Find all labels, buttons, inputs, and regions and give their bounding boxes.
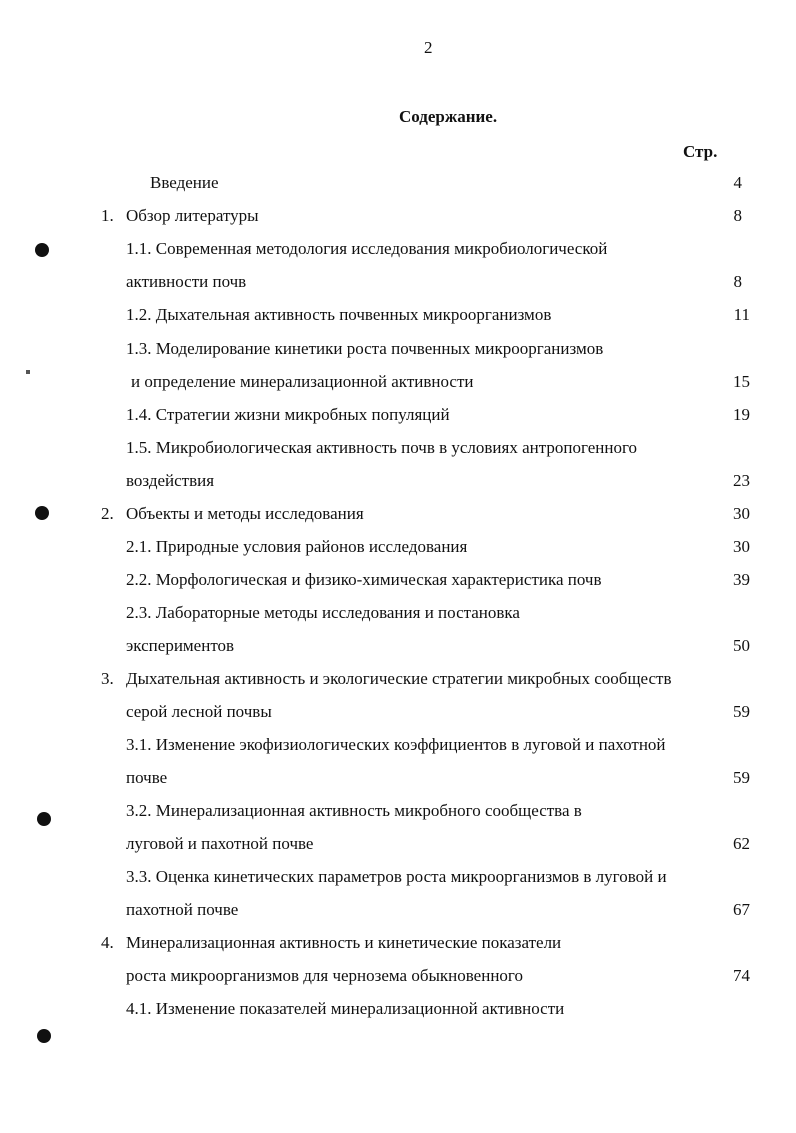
toc-chapter-4-cont: роста микроорганизмов для чернозема обыкновенного [126, 966, 523, 985]
toc-chapter-number: 4. [101, 933, 114, 952]
toc-chapter-3: Дыхательная активность и экологические стратегии микробных сообществ [126, 669, 672, 688]
toc-section-3-1: 3.1. Изменение экофизиологических коэффициентов в луговой и пахотной [126, 735, 666, 754]
toc-page-2-1: 30 [733, 537, 750, 556]
toc-page-2: 30 [733, 504, 750, 523]
toc-page-3-2: 62 [733, 834, 750, 853]
toc-page-2-3: 50 [733, 636, 750, 655]
toc-page-1-1: 8 [733, 272, 742, 291]
toc-section-1-3-cont: и определение минерализационной активности [131, 372, 474, 391]
toc-entry-intro: Введение [150, 173, 219, 192]
toc-section-3-3: 3.3. Оценка кинетических параметров роста микроорганизмов в луговой и [126, 867, 667, 886]
toc-section-2-2: 2.2. Морфологическая и физико-химическая характеристика почв [126, 570, 602, 589]
toc-section-1-1-cont: активности почв [126, 272, 247, 291]
toc-chapter-1: Обзор литературы [126, 206, 259, 225]
toc-chapter-number: 2. [101, 504, 114, 523]
toc-section-2-3: 2.3. Лабораторные методы исследования и постановка [126, 603, 520, 622]
punch-hole-2 [35, 506, 49, 520]
scan-speck [26, 370, 30, 374]
page-number: 2 [424, 38, 433, 57]
toc-page-intro: 4 [733, 173, 742, 192]
toc-page-1-5: 23 [733, 471, 750, 490]
toc-section-1-2: 1.2. Дыхательная активность почвенных микроорганизмов [126, 305, 552, 324]
punch-hole-4 [37, 1029, 51, 1043]
punch-hole-1 [35, 243, 49, 257]
toc-chapter-number: 1. [101, 206, 114, 225]
punch-hole-3 [37, 812, 51, 826]
toc-section-2-1: 2.1. Природные условия районов исследования [126, 537, 468, 556]
toc-section-3-2: 3.2. Минерализационная активность микробного сообщества в [126, 801, 582, 820]
toc-page-1: 8 [733, 206, 742, 225]
toc-page-1-4: 19 [733, 405, 750, 424]
toc-page-2-2: 39 [733, 570, 750, 589]
toc-section-4-1: 4.1. Изменение показателей минерализационной активности [126, 999, 565, 1018]
toc-section-1-5-cont: воздействия [126, 471, 215, 490]
toc-section-1-4: 1.4. Стратегии жизни микробных популяций [126, 405, 450, 424]
toc-page-3-1: 59 [733, 768, 750, 787]
toc-chapter-number: 3. [101, 669, 114, 688]
toc-section-3-3-cont: пахотной почве [126, 900, 239, 919]
toc-section-3-1-cont: почве [126, 768, 168, 787]
toc-page-1-3: 15 [733, 372, 750, 391]
toc-section-1-5: 1.5. Микробиологическая активность почв в условиях антропогенного [126, 438, 638, 457]
toc-page-3-3: 67 [733, 900, 750, 919]
toc-page-1-2: 11 [733, 305, 750, 324]
toc-section-3-2-cont: луговой и пахотной почве [126, 834, 314, 853]
toc-section-1-3: 1.3. Моделирование кинетики роста почвенных микроорганизмов [126, 339, 604, 358]
toc-chapter-3-cont: серой лесной почвы [126, 702, 272, 721]
toc-section-2-3-cont: экспериментов [126, 636, 235, 655]
toc-chapter-4: Минерализационная активность и кинетические показатели [126, 933, 562, 952]
pages-column-label: Стр. [683, 142, 718, 161]
toc-chapter-2: Объекты и методы исследования [126, 504, 364, 523]
toc-page-3: 59 [733, 702, 750, 721]
toc-page-4: 74 [733, 966, 750, 985]
toc-section-1-1: 1.1. Современная методология исследования микробиологической [126, 239, 608, 258]
toc-heading: Содержание. [399, 107, 498, 126]
